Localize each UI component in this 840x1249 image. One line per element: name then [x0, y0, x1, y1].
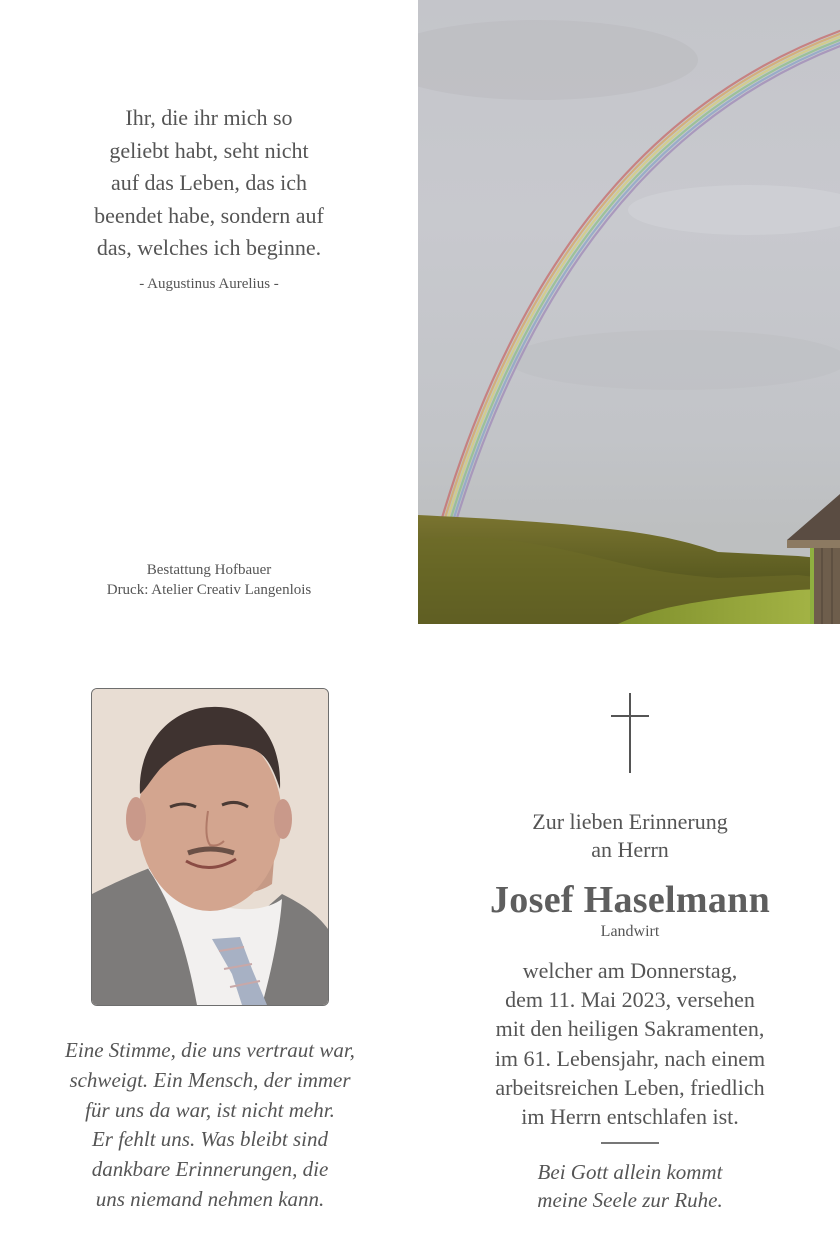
cross-vertical-bar [629, 693, 631, 773]
quote-line: geliebt habt, seht nicht [109, 137, 309, 163]
cross-horizontal-bar [611, 715, 649, 717]
quote-line: beendet habe, sondern auf [94, 202, 324, 228]
quote-line: Ihr, die ihr mich so [125, 105, 293, 130]
quote-author: - Augustinus Aurelius - [139, 276, 279, 292]
closing-line: meine Seele zur Ruhe. [537, 1188, 723, 1212]
obituary-text [440, 956, 820, 1131]
memorial-intro [440, 808, 820, 864]
closing-line: Bei Gott allein kommt [537, 1160, 723, 1184]
obituary-line: dem 11. Mai 2023, versehen [505, 987, 755, 1013]
verse-line: Eine Stimme, die uns vertraut war, [65, 1038, 355, 1062]
portrait-photo [91, 688, 329, 1006]
quote-line: auf das Leben, das ich [110, 170, 308, 195]
obituary-line: im 61. Lebensjahr, nach einem [494, 1045, 766, 1071]
verse-line: schweigt. Ein Mensch, der immer [69, 1067, 351, 1092]
intro-line: Zur lieben Erinnerung [532, 809, 728, 834]
obituary-line: im Herrn entschlafen ist. [521, 1104, 739, 1130]
cross-icon [611, 693, 649, 773]
memorial-verse [30, 1036, 390, 1215]
quote-line: das, welches ich beginne. [96, 235, 322, 260]
obituary-line: arbeitsreichen Leben, friedlich [495, 1074, 765, 1100]
deceased-name: Josef Haselmann [490, 879, 770, 921]
imprint [40, 560, 378, 600]
landscape-photo [418, 0, 840, 624]
funeral-home: Bestattung Hofbauer [146, 562, 272, 578]
closing-verse [440, 1158, 820, 1214]
obituary-line: welcher am Donnerstag, [522, 958, 738, 983]
quote-text [40, 102, 378, 265]
printer-credit: Druck: Atelier Creativ Langenlois [106, 582, 312, 598]
verse-line: dankbare Erinnerungen, die [91, 1157, 329, 1182]
deceased-occupation: Landwirt [600, 923, 660, 940]
divider-line [601, 1142, 659, 1144]
verse-line: uns niemand nehmen kann. [95, 1186, 325, 1211]
obituary-line: mit den heiligen Sakramenten, [495, 1016, 765, 1042]
portrait-image [92, 689, 328, 1005]
quote-panel [0, 0, 418, 625]
verse-line: für uns da war, ist nicht mehr. [85, 1097, 335, 1122]
rainbow-landscape-image [418, 0, 840, 624]
intro-line: an Herrn [591, 837, 669, 862]
verse-line: Er fehlt uns. Was bleibt sind [91, 1127, 329, 1152]
